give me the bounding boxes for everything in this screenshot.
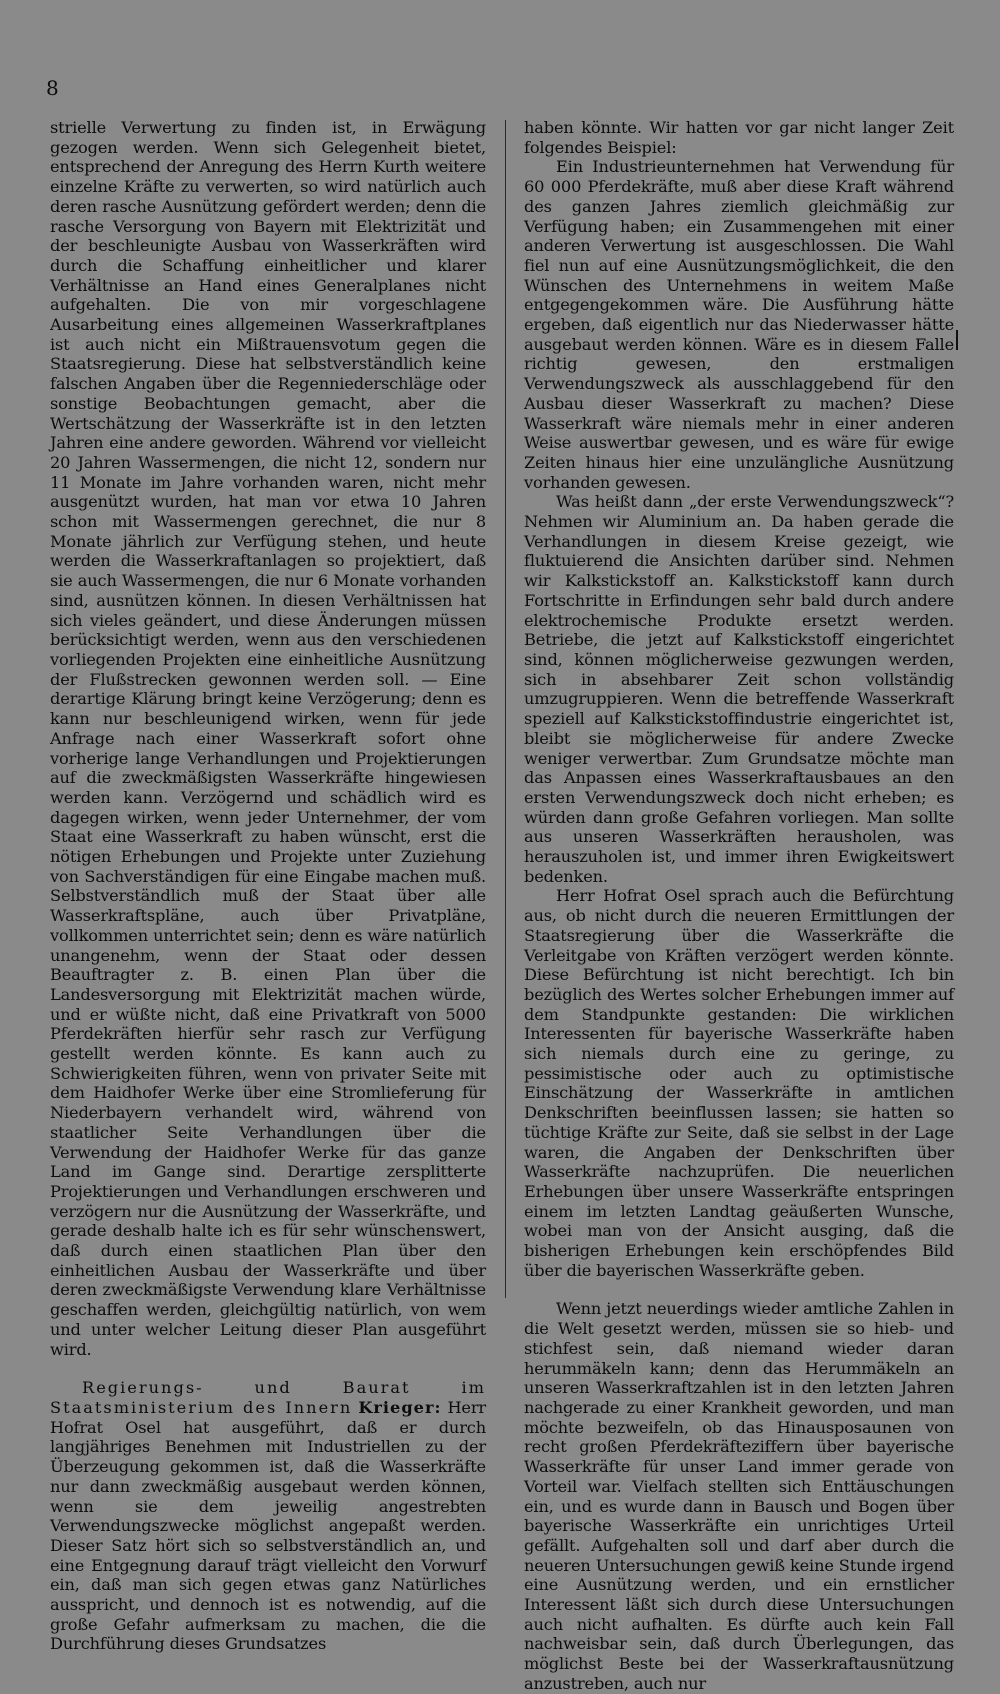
left-column (50, 118, 486, 1654)
margin-mark (956, 330, 958, 350)
right-paragraph-3: Was heißt dann „der erste Verwendungszweck“? Nehmen wir Aluminium an. Da haben gerade die Verhandlungen in diesem Kreise gezeigt, wie fluktuierend die Ansichten darüber sind. Nehmen wir Kalkstickstoff an. Kalkstickstoff kann durch Fortschritte in Erfindungen sehr bald durch andere elektrochemische Produkte ersetzt werden. Betriebe, die jetzt auf Kalkstickstoff eingerichtet sind, können möglicherweise gezwungen werden, sich in absehbarer Zeit schon vollständig umzugruppieren. Wenn die betreffende Wasserkraft speziell auf Kalkstickstoffindustrie eingerichtet ist, bleibt sie möglicherweise für andere Zwecke weniger verwertbar. Zum Grundsatze möchte man das Anpassen eines Wasserkraftausbaues an den ersten Verwendungszweck doch nicht erheben; es würden dann große Gefahren vorliegen. Man sollte aus unseren Wasserkräften herausholen, was herauszuholen ist, und immer ihren Ewigkeitswert bedenken. (524, 492, 954, 886)
right-column (524, 118, 954, 1694)
page-number: 8 (46, 76, 59, 100)
column-divider (505, 120, 506, 1298)
speaker-title: Regierungs- und Baurat im Staatsministerium des Innern (50, 1378, 486, 1417)
right-paragraph-2: Ein Industrieunternehmen hat Verwendung für 60 000 Pferdekräfte, muß aber diese Kraft während des ganzen Jahres ziemlich gleichmäßig zur Verfügung haben; ein Zusammengehen mit einer anderen Verwertung ist ausgeschlossen. Die Wahl fiel nun auf eine Ausnützungsmöglichkeit, die den Wünschen des Unternehmens in weitem Maße entgegengekommen wäre. Die Ausführung hätte ergeben, daß eigentlich nur das Niederwasser hätte ausgebaut werden können. Wäre es in diesem Falle richtig gewesen, den erstmaligen Verwendungszweck als ausschlaggebend für den Ausbau dieser Wasserkraft zu machen? Diese Wasserkraft wäre niemals mehr in einer anderen Weise auswertbar gewesen, und es wäre für ewige Zeiten hinaus hier eine unzulängliche Ausnützung vorhanden gewesen. (524, 157, 954, 492)
right-paragraph-1: haben könnte. Wir hatten vor gar nicht langer Zeit folgendes Beispiel: (524, 118, 954, 157)
speaker-name: Krieger: (358, 1398, 442, 1417)
left-paragraph-1: strielle Verwertung zu finden ist, in Erwägung gezogen werden. Wenn sich Gelegenheit bietet, entsprechend der Anregung des Herrn Kurth weitere einzelne Kräfte zu verwerten, so wird natürlich auch deren rasche Ausnützung gefördert werden; denn die rasche Versorgung von Bayern mit Elektrizität und der beschleunigte Ausbau von Wasserkräften wird durch die Schaffung einheitlicher und klarer Verhältnisse an Hand eines Generalplanes nicht aufgehalten. Die von mir vorgeschlagene Ausarbeitung eines allgemeinen Wasserkraftplanes ist auch nicht ein Mißtrauensvotum gegen die Staatsregierung. Diese hat selbstverständlich keine falschen Angaben über die Regenniederschläge oder sonstige Beobachtungen gemacht, aber die Wertschätzung der Wasserkräfte ist in den letzten Jahren eine andere geworden. Während vor vielleicht 20 Jahren Wassermengen, die nicht 12, sondern nur 11 Monate im Jahre vorhanden waren, nicht mehr ausgenützt wurden, hat man vor etwa 10 Jahren schon mit Wassermengen gerechnet, die nur 8 Monate jährlich zur Verfügung stehen, und heute werden die Wasserkraftanlagen so projektiert, daß sie auch Wassermengen, die nur 6 Monate vorhanden sind, ausnützen können. In diesen Verhältnissen hat sich vieles geändert, und diese Änderungen müssen berücksichtigt werden, wenn aus den verschiedenen vorliegenden Projekten eine einheitliche Ausnützung der Flußstrecken gewonnen werden soll. — Eine derartige Klärung bringt keine Verzögerung; denn es kann nur beschleunigend wirken, wenn für jede Anfrage nach einer Wasserkraft sofort ohne vorherige lange Verhandlungen und Projektierungen auf die zweckmäßigsten Wasserkräfte hingewiesen werden kann. Verzögernd und schädlich wird es dagegen wirken, wenn jeder Unternehmer, der vom Staat eine Wasserkraft zu haben wünscht, erst die nötigen Erhebungen und Projekte unter Zuziehung von Sachverständigen für eine Eingabe machen muß. Selbstverständlich muß der Staat über alle Wasserkraftspläne, auch über Privatpläne, vollkommen unterrichtet sein; denn es wäre natürlich unangenehm, wenn der Staat oder dessen Beauftragter z. B. einen Plan über die Landesversorgung mit Elektrizität machen würde, und er wüßte nicht, daß eine Privatkraft von 5000 Pferdekräften hierfür sehr rasch zur Verfügung gestellt werden könnte. Es kann auch zu Schwierigkeiten führen, wenn von privater Seite mit dem Haidhofer Werke über eine Stromlieferung für Niederbayern verhandelt wird, während von staatlicher Seite Verhandlungen über die Verwendung der Haidhofer Werke für das ganze Land im Gange sind. Derartige zersplitterte Projektierungen und Verhandlungen erschweren und verzögern nur die Ausnützung der Wasserkräfte, und gerade deshalb halte ich es für sehr wünschenswert, daß durch einen staatlichen Plan über den einheitlichen Ausbau der Wasserkräfte und über deren zweckmäßigste Verwendung klare Verhältnisse geschaffen werden, gleichgültig natürlich, von wem und unter welcher Leitung dieser Plan ausgeführt wird. (50, 118, 486, 1359)
left-paragraph-2 (50, 1378, 486, 1654)
right-paragraph-4: Herr Hofrat Osel sprach auch die Befürchtung aus, ob nicht durch die neueren Ermittlungen der Staatsregierung über die Wasserkräfte die Verleitgabe von Kräften verzögert werden könnte. Diese Befürchtung ist nicht berechtigt. Ich bin bezüglich des Wertes solcher Erhebungen immer auf dem Standpunkte gestanden: Die wirklichen Interessenten für bayerische Wasserkräfte haben sich niemals durch eine zu geringe, zu pessimistische oder auch zu optimistische Einschätzung der Wasserkräfte in amtlichen Denkschriften beeinflussen lassen; sie hatten so tüchtige Kräfte zur Seite, daß sie selbst in der Lage waren, die Angaben der Denkschriften über Wasserkräfte nachzuprüfen. Die neuerlichen Erhebungen über unsere Wasserkräfte entspringen einem im letzten Landtag geäußerten Wunsche, wobei man von der Ansicht ausging, daß die bisherigen Erhebungen kein erschöpfendes Bild über die bayerischen Wasserkräfte geben. (524, 886, 954, 1280)
speech-text: Herr Hofrat Osel hat ausgeführt, daß er durch langjähriges Benehmen mit Industriellen zu der Überzeugung gekommen ist, daß die Wasserkräfte nur dann zweckmäßig ausgebaut werden können, wenn sie dem jeweilig angestrebten Verwendungszwecke möglichst angepaßt werden. Dieser Satz hört sich so selbstverständlich an, und eine Entgegnung darauf trägt vielleicht den Vorwurf ein, daß man sich gegen etwas ganz Natürliches ausspricht, und dennoch ist es notwendig, auf die große Gefahr aufmerksam zu machen, die die Durchführung dieses Grundsatzes (50, 1398, 487, 1654)
right-paragraph-5: Wenn jetzt neuerdings wieder amtliche Zahlen in die Welt gesetzt werden, müssen sie so hieb- und stichfest sein, daß niemand wieder daran herummäkeln kann; denn das Herummäkeln an unseren Wasserkraftzahlen ist in den letzten Jahren nachgerade zu einer Krankheit geworden, und man möchte bezweifeln, ob das Hinausposaunen von recht großen Pferdekräfteziffern über bayerische Wasserkräfte für unser Land immer gerade von Vorteil war. Vielfach stellten sich Enttäuschungen ein, und es wurde dann in Bausch und Bogen über bayerische Wasserkräfte ein unrichtiges Urteil gefällt. Aufgehalten soll und darf aber durch die neueren Untersuchungen gewiß keine Stunde irgend eine Ausnützung werden, und ein ernstlicher Interessent läßt sich durch diese Untersuchungen auch nicht aufhalten. Es dürfte auch kein Fall nachweisbar sein, daß durch Überlegungen, das möglichst Beste bei der Wasserkraftausnützung anzustreben, auch nur (524, 1299, 955, 1693)
